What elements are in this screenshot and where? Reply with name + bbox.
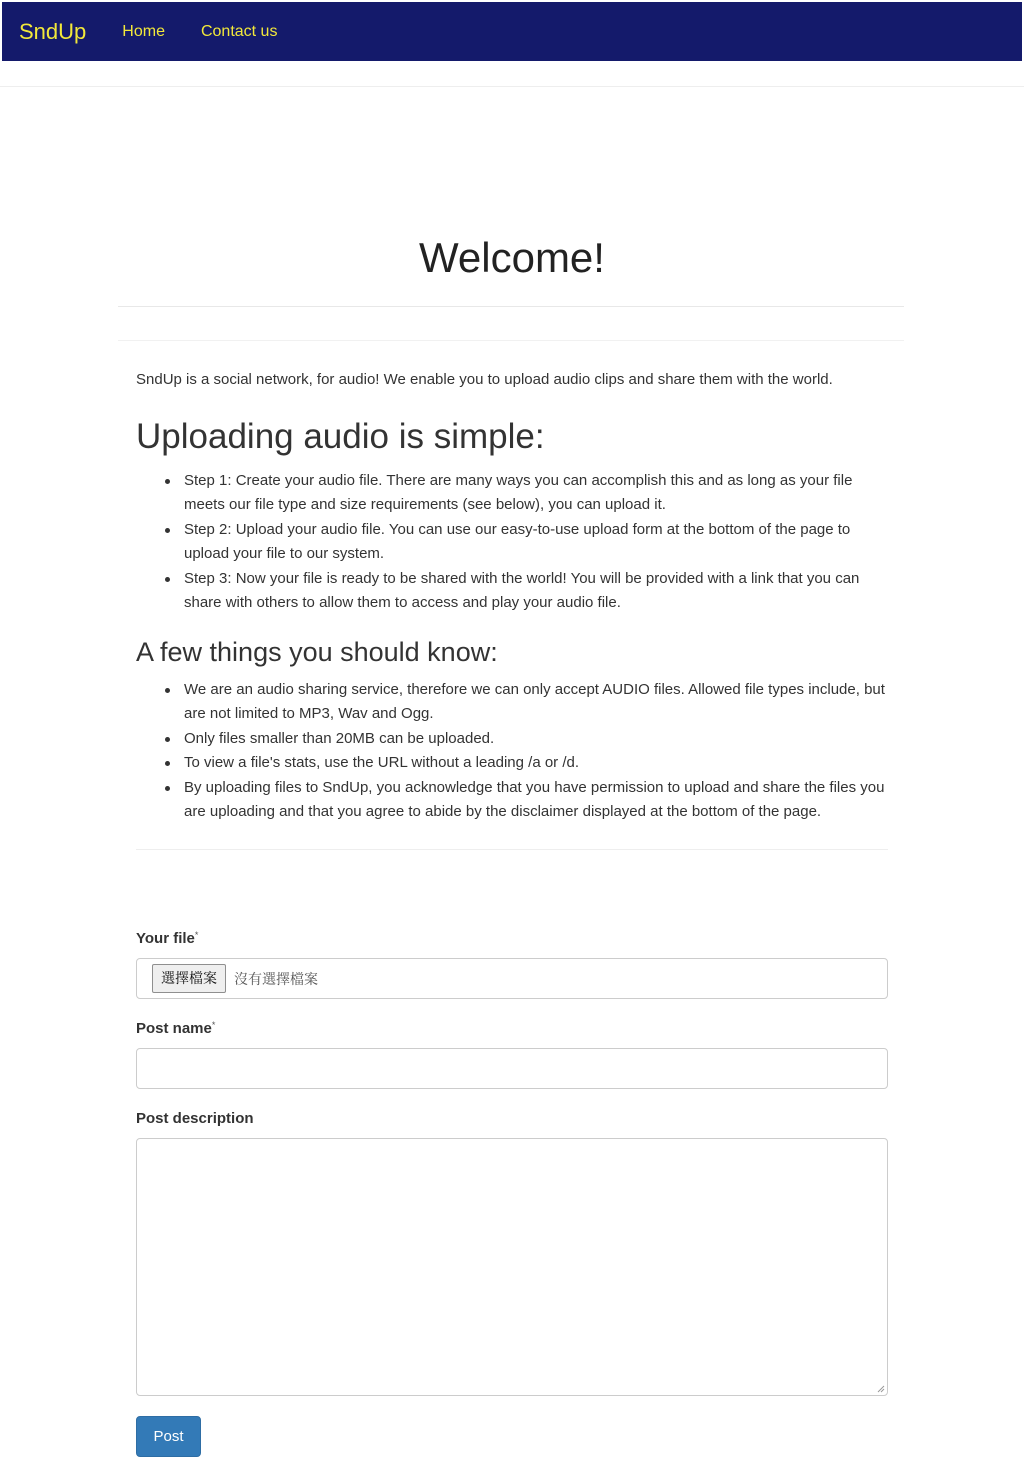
section-divider [118,340,904,341]
list-item: To view a file's stats, use the URL without a leading /a or /d. [184,751,888,776]
know-heading: A few things you should know: [136,636,498,667]
navbar-divider [0,86,1024,87]
your-file-label-text: Your file [136,930,195,947]
list-item: By uploading files to SndUp, you acknowledge that you have permission to upload and share the files you are uploading and that you agree to abide by the disclaimer displayed at the bottom of the page. [184,776,888,825]
post-description-label [136,1110,254,1127]
resize-handle-icon[interactable] [877,1385,885,1393]
post-name-label-text: Post name [136,1020,212,1037]
choose-file-button[interactable]: 選擇檔案 [152,964,226,993]
form-divider [136,849,888,850]
file-input [136,958,888,999]
post-description-label-text: Post description [136,1110,254,1127]
list-item: Only files smaller than 20MB can be uploaded. [184,727,888,752]
intro-paragraph: SndUp is a social network, for audio! We enable you to upload audio clips and share them with the world. [136,371,833,388]
upload-heading: Uploading audio is simple: [136,416,545,456]
post-name-label [136,1020,215,1037]
required-mark: * [211,1020,216,1030]
file-status-text: 沒有選擇檔案 [234,970,318,987]
title-divider [118,306,904,307]
list-item: Step 3: Now your file is ready to be shared with the world! You will be provided with a link that you can share with others to allow them to access and play your audio file. [184,567,888,616]
post-name-input[interactable] [136,1048,888,1089]
top-navbar [2,2,1022,61]
list-item: Step 1: Create your audio file. There are many ways you can accomplish this and as long as your file meets our file type and size requirements (see below), you can upload it. [184,469,888,518]
brand-logo-link[interactable]: SndUp [19,18,87,44]
post-button[interactable]: Post [136,1416,201,1457]
page-title: Welcome! [419,234,605,281]
your-file-label [136,930,198,947]
list-item: We are an audio sharing service, therefore we can only accept AUDIO files. Allowed file types include, but are not limited to MP3, Wav and Ogg. [184,678,888,727]
nav-link-home[interactable]: Home [122,22,165,40]
know-items-list [136,678,888,825]
list-item: Step 2: Upload your audio file. You can use our easy-to-use upload form at the bottom of the page to upload your file to our system. [184,518,888,567]
required-mark: * [194,930,199,940]
upload-steps-list [136,469,888,616]
post-description-textarea[interactable] [136,1138,888,1396]
main-content [136,368,888,850]
nav-link-contact-us[interactable]: Contact us [200,22,278,40]
